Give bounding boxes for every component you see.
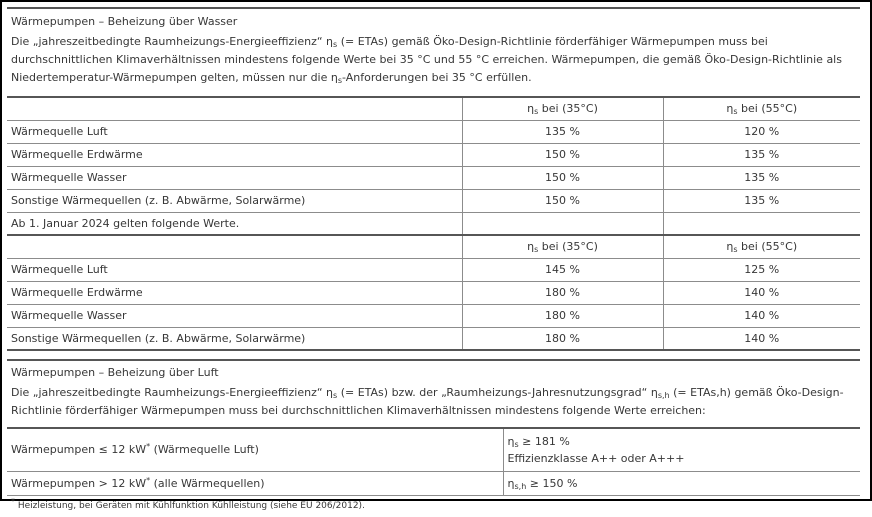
air-section-title: Wärmepumpen – Beheizung über Luft bbox=[11, 366, 219, 379]
value-line-1: $\eta_s \ge 181$ % bbox=[507, 434, 570, 449]
value-35: 180 % bbox=[462, 281, 663, 304]
empty-cell bbox=[462, 212, 663, 235]
water-heating-table bbox=[7, 7, 860, 351]
water-column-header-row-2024 bbox=[7, 235, 860, 258]
page-content bbox=[2, 2, 870, 517]
water-section-title: Wärmepumpen – Beheizung über Wasser bbox=[11, 14, 238, 28]
table-row bbox=[7, 304, 860, 327]
note-2024-text: Ab 1. Januar 2024 gelten folgende Werte. bbox=[7, 212, 462, 235]
value-55: 140 % bbox=[663, 327, 860, 350]
value-55: 125 % bbox=[663, 258, 860, 281]
row-label: Wärmequelle Luft bbox=[7, 120, 462, 143]
value-35: 135 % bbox=[462, 120, 663, 143]
row-label: Wärmequelle Erdwärme bbox=[7, 143, 462, 166]
row-label: Wärmequelle Erdwärme bbox=[7, 281, 462, 304]
air-heating-table bbox=[7, 359, 860, 517]
water-intro-text: Die „jahreszeitbedingte Raumheizungs-Energieeffizienz“ $\eta_s$ (= ETAs) gemäß Öko-Design-Richtlinie förderfähiger Wärmepumpen muss bei durchschnittlichen Klimaverhältnissen mindestens folgende Werte bei 35 °C und 55 °C erreichen. Wärmepumpen, die gemäß Öko-Design-Richtlinie als Niedertemperatur-Wärmepumpen gelten, müssen nur die $\eta_s$-Anforderungen bei 35 °C erfüllen. bbox=[11, 35, 842, 85]
row-label: Wärmequelle Wasser bbox=[7, 304, 462, 327]
air-intro-text: Die „jahreszeitbedingte Raumheizungs-Energieeffizienz“ $\eta_s$ (= ETAs) bzw. der „Raumheizungs-Jahresnutzungsgrad“ $\eta_{s,h}$ (= ETAs,h) gemäß Öko-Design-Richtlinie förderfähiger Wärmepumpen muss bei durchschnittlichen Klimaverhältnissen mindestens folgende Werte erreichen: bbox=[11, 386, 844, 417]
value-55: 140 % bbox=[663, 281, 860, 304]
column-header-35c: $\eta_s$ bei (35°C) bbox=[462, 97, 663, 120]
value-35: 150 % bbox=[462, 166, 663, 189]
air-section-heading-row bbox=[7, 360, 860, 382]
air-intro-row bbox=[7, 382, 860, 428]
empty-header-cell bbox=[7, 235, 462, 258]
row-label: Wärmepumpen > 12 kW* (alle Wärmequellen) bbox=[7, 471, 503, 495]
table-row bbox=[7, 189, 860, 212]
value-55: 135 % bbox=[663, 143, 860, 166]
row-label: Wärmequelle Wasser bbox=[7, 166, 462, 189]
value-line-2: Effizienzklasse A++ oder A+++ bbox=[507, 451, 685, 465]
value-35: 150 % bbox=[462, 143, 663, 166]
empty-cell bbox=[663, 212, 860, 235]
column-header-55c: $\eta_s$ bei (55°C) bbox=[663, 97, 860, 120]
row-value bbox=[503, 428, 860, 471]
table-row bbox=[7, 471, 860, 495]
table-row bbox=[7, 281, 860, 304]
row-label: Sonstige Wärmequellen (z. B. Abwärme, Solarwärme) bbox=[7, 327, 462, 350]
empty-header-cell bbox=[7, 97, 462, 120]
table-row bbox=[7, 327, 860, 350]
value-55: 120 % bbox=[663, 120, 860, 143]
column-header-55c: $\eta_s$ bei (55°C) bbox=[663, 235, 860, 258]
value-35: 180 % bbox=[462, 304, 663, 327]
row-label: Wärmequelle Luft bbox=[7, 258, 462, 281]
column-header-35c: $\eta_s$ bei (35°C) bbox=[462, 235, 663, 258]
table-row bbox=[7, 428, 860, 471]
footnote-text: * Heizleistung, bei Geräten mit Kühlfunktion Kühlleistung (siehe EU 206/2012). bbox=[7, 495, 860, 517]
water-section-heading-row bbox=[7, 8, 860, 31]
row-label: Wärmepumpen ≤ 12 kW* (Wärmequelle Luft) bbox=[7, 428, 503, 471]
value-35: 150 % bbox=[462, 189, 663, 212]
footnote-row bbox=[7, 495, 860, 517]
value-35: 145 % bbox=[462, 258, 663, 281]
row-label: Sonstige Wärmequellen (z. B. Abwärme, Solarwärme) bbox=[7, 189, 462, 212]
value-55: 135 % bbox=[663, 189, 860, 212]
water-intro-row bbox=[7, 31, 860, 97]
water-column-header-row bbox=[7, 97, 860, 120]
value-35: 180 % bbox=[462, 327, 663, 350]
table-row bbox=[7, 258, 860, 281]
table-row bbox=[7, 143, 860, 166]
table-row bbox=[7, 120, 860, 143]
value-55: 135 % bbox=[663, 166, 860, 189]
row-value bbox=[503, 471, 860, 495]
value-55: 140 % bbox=[663, 304, 860, 327]
table-row bbox=[7, 166, 860, 189]
note-2024-row bbox=[7, 212, 860, 235]
value-line-1: $\eta_{s,h} \ge 150$ % bbox=[507, 476, 578, 491]
